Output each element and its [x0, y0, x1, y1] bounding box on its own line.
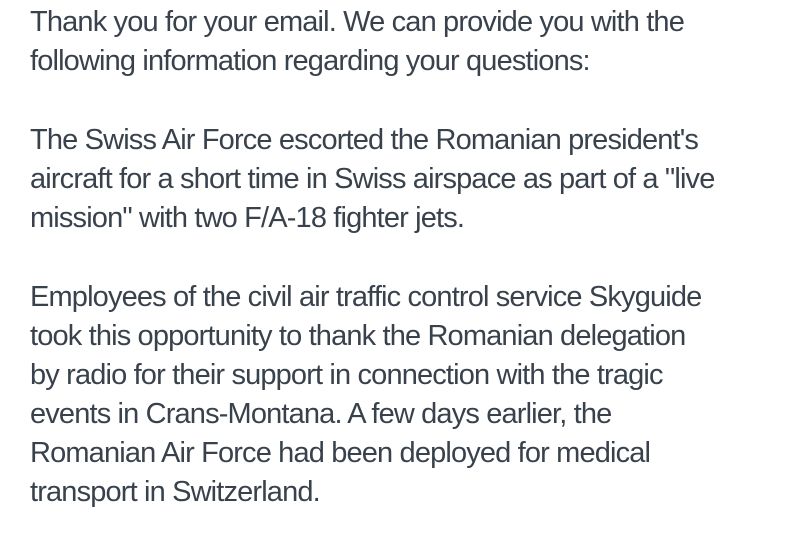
text-line: Employees of the civil air traffic control service Skyguide [30, 281, 702, 313]
text-line: events in Crans-Montana. A few days earlier, the [30, 398, 612, 430]
text-line: aircraft for a short time in Swiss airspace as part of a "live [30, 163, 715, 195]
text-line: by radio for their support in connection with the tragic [30, 359, 663, 391]
text-line: following information regarding your questions: [30, 45, 590, 77]
text-line: took this opportunity to thank the Romanian delegation [30, 320, 686, 352]
text-line: Thank you for your email. We can provide you with the [30, 6, 684, 38]
text-line: The Swiss Air Force escorted the Romanian president's [30, 124, 699, 156]
text-line: mission" with two F/A-18 fighter jets. [30, 202, 465, 234]
paragraph-swiss-air-force [30, 121, 774, 238]
paragraph-skyguide [30, 278, 774, 512]
paragraph-intro [30, 3, 774, 81]
text-line: Romanian Air Force had been deployed for medical [30, 437, 651, 469]
text-line: transport in Switzerland. [30, 476, 320, 508]
